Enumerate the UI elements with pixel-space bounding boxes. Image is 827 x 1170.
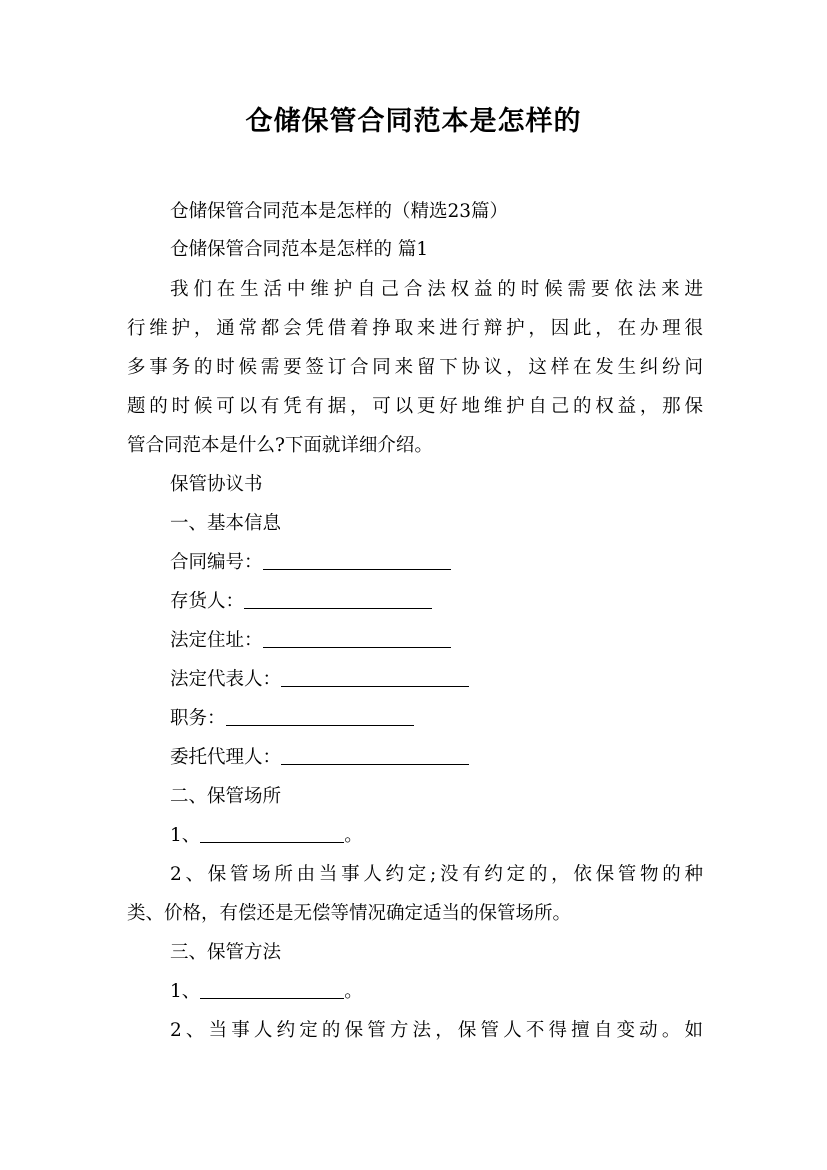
part3-item-1-blank	[200, 980, 344, 999]
part2-item-2-line-1: 2、保管场所由当事人约定;没有约定的，依保管物的种	[170, 864, 703, 885]
field-label: 存货人：	[170, 591, 245, 612]
item-number: 1、	[170, 825, 201, 846]
part3-item-2-line-1: 2、当事人约定的保管方法，保管人不得擅自变动。如	[170, 1020, 703, 1041]
part2-item-1-blank	[200, 824, 344, 843]
section-heading: 仓储保管合同范本是怎样的 篇1	[170, 239, 429, 260]
field-label: 委托代理人：	[170, 747, 282, 768]
item-number: 1、	[170, 981, 201, 1002]
intro-line-4: 题的时候可以有凭有据，可以更好地维护自己的权益，那保	[127, 396, 703, 417]
part3-item-1	[170, 979, 703, 1005]
field-legal-rep	[170, 667, 703, 693]
legal-rep-blank	[281, 668, 469, 687]
part2-heading: 二、保管场所	[170, 786, 282, 807]
field-depositor	[170, 589, 703, 615]
field-position	[170, 706, 703, 732]
intro-line-2: 行维护，通常都会凭借着挣取来进行辩护，因此，在办理很	[127, 318, 703, 339]
document-title: 仓储保管合同范本是怎样的	[245, 106, 582, 137]
subtitle: 仓储保管合同范本是怎样的（精选23篇）	[170, 201, 509, 222]
agreement-title: 保管协议书	[170, 474, 263, 495]
contract-no-blank	[263, 551, 451, 570]
field-legal-address	[170, 628, 703, 654]
intro-line-5: 管合同范本是什么?下面就详细介绍。	[127, 435, 433, 456]
field-agent	[170, 745, 703, 771]
part2-item-1	[170, 823, 703, 849]
field-label: 法定住址：	[170, 630, 263, 651]
field-contract-no	[170, 550, 703, 576]
field-label: 合同编号：	[170, 552, 263, 573]
depositor-blank	[244, 590, 432, 609]
agent-blank	[281, 746, 469, 765]
field-label: 法定代表人：	[170, 669, 282, 690]
position-blank	[226, 707, 414, 726]
field-label: 职务：	[170, 708, 226, 729]
item-end-mark: 。	[344, 981, 363, 1002]
legal-address-blank	[263, 629, 451, 648]
part2-item-2-line-2: 类、价格，有偿还是无偿等情况确定适当的保管场所。	[127, 903, 572, 924]
part1-heading: 一、基本信息	[170, 513, 282, 534]
intro-line-1: 我们在生活中维护自己合法权益的时候需要依法来进	[170, 279, 703, 300]
intro-line-3: 多事务的时候需要签订合同来留下协议，这样在发生纠纷问	[127, 357, 703, 378]
part3-heading: 三、保管方法	[170, 942, 282, 963]
item-end-mark: 。	[344, 825, 363, 846]
